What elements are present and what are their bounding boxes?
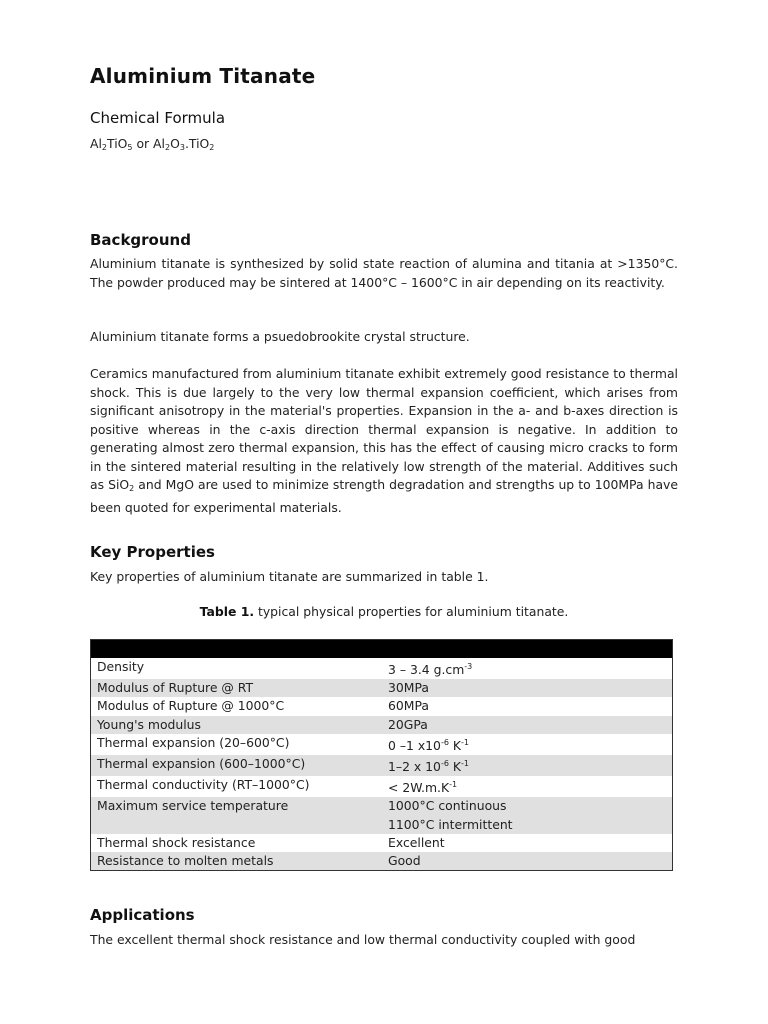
- property-value-cell: [382, 797, 673, 833]
- properties-table-header: [91, 640, 673, 659]
- property-name-cell: Thermal expansion (600–1000°C): [91, 755, 383, 776]
- table-row: [91, 797, 673, 833]
- value-exponent: -1: [449, 780, 458, 790]
- background-paragraph-3-part-b: and MgO are used to minimize strength degradation and strengths up to 100MPa have been quoted for experimental materials.: [90, 477, 678, 515]
- chemical-formula-heading: Chemical Formula: [90, 109, 226, 127]
- applications-paragraph-1: The excellent thermal shock resistance and low thermal conductivity coupled with good: [90, 932, 636, 947]
- property-value-cell: [382, 834, 673, 852]
- table-caption-label: Table 1.: [199, 604, 255, 619]
- value-text: 1–2 x 10: [388, 759, 441, 775]
- value-text: 1000°C continuous: [388, 798, 507, 814]
- property-name-cell: Resistance to molten metals: [91, 852, 383, 871]
- property-value-cell: [382, 755, 673, 776]
- property-value-cell: [382, 658, 673, 679]
- table-row: [91, 755, 673, 776]
- table-row: [91, 852, 673, 871]
- value-unit: K: [448, 737, 462, 753]
- value-text: 20GPa: [388, 716, 428, 732]
- property-value-cell: [382, 679, 673, 697]
- property-name-cell: Modulus of Rupture @ RT: [91, 679, 383, 697]
- background-paragraph-2: Aluminium titanate forms a psuedobrookite crystal structure.: [90, 329, 470, 344]
- value-exponent: -3: [464, 662, 473, 671]
- property-name-cell: Modulus of Rupture @ 1000°C: [91, 697, 383, 715]
- property-name-cell: Maximum service temperature: [91, 797, 383, 833]
- property-value-cell: [382, 716, 673, 734]
- table-row: [91, 679, 673, 697]
- table-row: [91, 776, 673, 797]
- property-name-cell: Thermal shock resistance: [91, 834, 383, 852]
- value-unit: K: [448, 759, 462, 775]
- value-text: < 2W.m.K: [388, 780, 450, 796]
- key-properties-intro: Key properties of aluminium titanate are summarized in table 1.: [90, 569, 489, 584]
- applications-heading: Applications: [90, 906, 195, 924]
- properties-table-body: [91, 658, 673, 871]
- value-second-line: 1100°C intermittent: [388, 816, 513, 832]
- header-cell: [382, 640, 673, 659]
- background-heading: Background: [90, 231, 191, 249]
- table-caption: [90, 604, 678, 619]
- value-exponent: -6: [440, 759, 449, 769]
- value-text: Excellent: [388, 834, 445, 850]
- value-text: 0 –1 x10: [388, 737, 441, 753]
- chemical-formula-text: $Al_2TiO_5$ or $Al_2O_3.TiO_2$: [90, 136, 215, 152]
- value-text: Good: [388, 853, 421, 869]
- table-row: [91, 697, 673, 715]
- key-properties-heading: Key Properties: [90, 543, 215, 561]
- table-row: [91, 716, 673, 734]
- unit-exponent: -1: [461, 759, 469, 769]
- table-row: [91, 658, 673, 679]
- background-paragraph-3-part-a: Ceramics manufactured from aluminium titanate exhibit extremely good resistance to thermal shock. This is due largely to the very low thermal expansion coefficient, which arises from significant anisotropy in the material's properties. Expansion in the a- and b-axes direction is positive whereas in the c-axis direction thermal expansion is negative. In addition to generating almost zero thermal expansion, this has the effect of causing micro cracks to form in the sintered material resulting in the relatively low strength of the material. Additives such as SiO: [90, 366, 678, 492]
- property-value-cell: [382, 697, 673, 715]
- sio2-subscript: 2: [129, 484, 135, 493]
- property-value-cell: [382, 734, 673, 755]
- value-text: 3 – 3.4 g.cm: [388, 662, 465, 677]
- property-value-cell: [382, 852, 673, 871]
- header-cell: [91, 640, 383, 659]
- property-name-cell: Density: [91, 658, 383, 679]
- page-title: Aluminium Titanate: [90, 64, 316, 88]
- property-name-cell: Young's modulus: [91, 716, 383, 734]
- unit-exponent: -1: [461, 737, 469, 747]
- value-text: 60MPa: [388, 698, 429, 714]
- table-caption-text: typical physical properties for aluminium titanate.: [254, 604, 569, 619]
- property-value-cell: [382, 776, 673, 797]
- table-row: [91, 734, 673, 755]
- value-text: 30MPa: [388, 680, 429, 696]
- table-row: [91, 834, 673, 852]
- background-paragraph-1: Aluminium titanate is synthesized by solid state reaction of alumina and titania at >1350°C. The powder produced may be sintered at 1400°C – 1600°C in air depending on its reactivity.: [90, 256, 678, 290]
- value-exponent: -6: [440, 737, 449, 747]
- properties-table: [90, 639, 673, 871]
- property-name-cell: Thermal conductivity (RT–1000°C): [91, 776, 383, 797]
- property-name-cell: Thermal expansion (20–600°C): [91, 734, 383, 755]
- background-paragraph-3: [90, 365, 678, 517]
